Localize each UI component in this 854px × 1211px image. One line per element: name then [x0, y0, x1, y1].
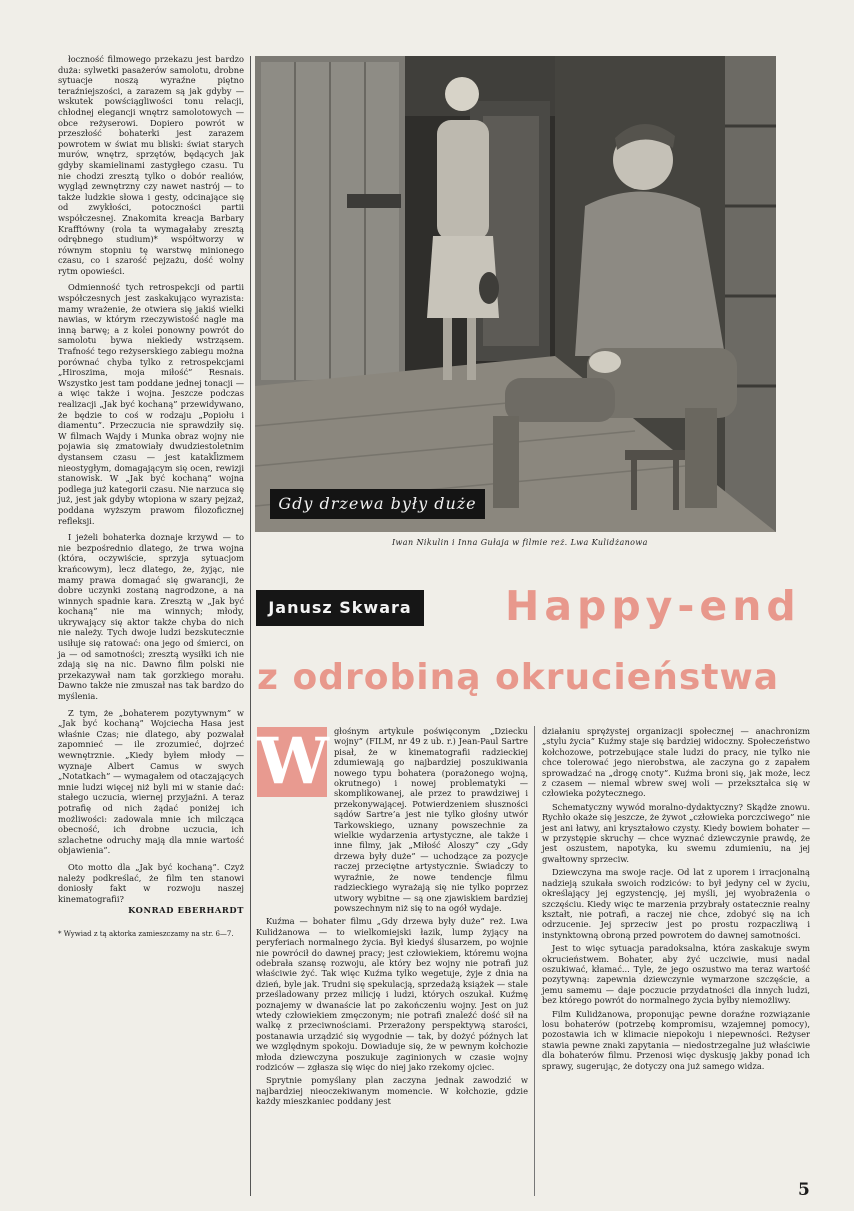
page-number: 5 — [798, 1180, 810, 1200]
article-column-divider — [534, 726, 535, 1196]
review-paragraph: Oto motto dla „Jak być kochaną”. Czyż należy podkreślać, że film ten stanowi doniosły fakt w rozwoju naszej kinematografii? — [58, 861, 244, 904]
film-still-photo — [255, 56, 776, 532]
photo-title-ribbon: Gdy drzewa były duże — [270, 489, 485, 519]
review-signature: KONRAD EBERHARDT — [128, 905, 244, 916]
article-paragraph: głośnym artykule poświęconym „Dziecku wojny” (FILM, nr 49 z ub. r.) Jean-Paul Sartre pisał, że w kinematografii radzieckiej zdumiewają go najbardziej poszukiwania nowego typu bohatera (porażonego wojną, okrutnego) i nowej problematyki — skomplikowanej, ale przez to prawdziwej i przekonywającej. Potwierdzeniem słuszności sądów Sartre’a jest nie tylko głośny utwór Tarkowskiego, uznany powszechnie za wielkie wydarzenia artystyczne, ale także i inne filmy, jak „Miłość Aloszy” czy „Gdy drzewa były duże” — uchodzące za pozycje raczej przeciętne artystycznie. Świadczy to wyraźnie, że nowe tendencje filmu radzieckiego wyrażają się nie tylko poprzez utwory wybitne — są one zjawiskiem bardziej powszechnym niż się to na ogół wydaje. — [334, 726, 528, 913]
author-name: Janusz Skwara — [256, 590, 424, 626]
article-paragraph: Kuźma — bohater filmu „Gdy drzewa były duże” reż. Lwa Kulidżanowa — to wielkomiejski łazik, lump żyjący na peryferiach normalnego życia. Był kiedyś ślusarzem, po wojnie nie powrócił do dawnej pracy; jest człowiekiem, któremu wojna odebrała szansę rozwoju, ale który bez wojny nie potrafi już właściwie żyć. Tak więc Kuźma tylko wegetuje, żyje z dnia na dzień, byle jak. Trudni się spekulacją, sprzedażą książek — stale prześladowany przez milicję i ludzi, których oszukał. Kuźmę poznajemy w dwanaście lat po zakończeniu wojny. Jest on już wtedy człowiekiem zmęczonym; nie potrafi znaleźć dość sił na walkę z przeciwnościami. Przerażony perspektywą starości, postanawia urządzić się wygodnie — tak, by dożyć późnych lat we względnym spokoju. Dowiaduje się, że w pewnym kołchozie młoda dziewczyna poszukuje zaginionych w czasie wojny rodziców — zgłasza się więc do niej jako rzekomy ojciec. — [256, 916, 528, 1072]
review-paragraph: łoczność filmowego przekazu jest bardzo duża: sylwetki pasażerów samolotu, drobne sytuacje noszą wyraźne piętno teraźniejszości, a zarazem są jak gdyby — wskutek powściągliwości tonu relacji, chłodnej elegancji wnętrz samolotowych — obce reżyserowi. Dopiero powrót w przeszłość bohaterki jest zarazem powrotem w świat mu bliski: świat starych murów, wnętrz, sprzętów, będących jak gdyby skamielinami zastygłego czasu. Tu nie chodzi zresztą tylko o dobór realiów, wygląd zewnętrzny czy nawet nastrój — to także ludzkie słowa i gesty, odcinające się od zwykłości, potoczności partii współczesnej. Znakomita kreacja Barbary Krafftówny (rola ta wymagałaby zresztą odrębnego studium)* współtworzy w równym stopniu tę warstwę minionego czasu, co i szarość pejzażu, dość wolny rytm opowieści. — [58, 54, 244, 276]
article-column-2 — [542, 726, 810, 1071]
article-column-1 — [256, 726, 528, 1107]
article-subtitle: z odrobiną okrucieństwa — [257, 657, 780, 698]
article-paragraph: Jest to więc sytuacja paradoksalna, która zaskakuje swym okrucieństwem. Bohater, aby żyć uczciwie, musi nadal oszukiwać, kłamać... Tyle, że jego oszustwo ma teraz wartość pozytywną: zapewnia dziewczynie wymarzone szczęście, a jemu samemu — daje poczucie przydatności dla innych ludzi, bez którego powrót do normalnego życia byłby niemożliwy. — [542, 943, 810, 1006]
film-still-illustration — [255, 56, 776, 532]
article-title: Happy-end — [505, 582, 801, 630]
review-column — [58, 54, 244, 938]
article-paragraph: Schematyczny wywód moralno-dydaktyczny? Skądże znowu. Rychło okaże się jeszcze, że żywot „człowieka porczciwego” nie jest ani łatwy, ani kryształowo czysty. Kiedy bowiem bohater — w przystępie skruchy — chce wyznać dziewczynie prawdę, że jest oszustem, napotyka, ku swemu zdumieniu, na jej gwałtowny sprzeciw. — [542, 801, 810, 864]
review-paragraph: I jeżeli bohaterka doznaje krzywd — to nie bezpośrednio dlatego, że trwa wojna (która, oczywiście, sprzyja sytuacjom krańcowym), lecz dlatego, że, żyjąc, nie mamy prawa domagać się gwarancji, że dobre uczynki zostaną nagrodzone, a na winnych spadnie kara. Zresztą w „Jak być kochaną” nie ma winnych; młody, ukrywający się aktor także chyba do nich nie należy. Tych dwoje ludzi bezskutecznie usiłuje się ratować: ona jego od śmierci, on ja — od samotności; zresztą wysiłki ich nie zdają się na nic. Dawno film polski nie przekazywał nam tak gorzkiego morału. Dawno także nie zmuszał nas tak bardzo do myślenia. — [58, 532, 244, 702]
review-footnote: * Wywiad z tą aktorka zamieszczamy na str. 6—7. — [58, 929, 234, 938]
article-paragraph: działaniu sprężystej organizacji społecznej — anachronizm „stylu życia” Kuźmy staje się bardziej widoczny. Społeczeństwo kołchozowe, potrzebujące stale ludzi do pracy, nie tylko nie chce tolerować jego nierobstwa, ale zaczyna go z zapałem sprowadzać na „drogę cnoty”. Kuźma broni się, jak może, lecz z czasem — niemal wbrew swej woli — przekształca się w człowieka pożytecznego. — [542, 726, 810, 799]
column-divider — [250, 56, 251, 1196]
review-paragraph: Odmienność tych retrospekcji od partii współczesnych jest zaskakująco wyrazista: mamy wrażenie, że otwiera się jakiś wielki nawias, w którym rzeczywistość nagle ma inną barwę; a z kolei ponowny powrót do samolotu bywa niekiedy wstrząsem. Trafność tego reżyserskiego zabiegu można porównać chyba tylko z retrospekcjami „Hiroszima, moja miłość” Resnais. Wszystko jest tam poddane jednej tonacji — a więc także i wojna. Jeszcze podczas realizacji „Jak być kochaną” przewidywano, że będzie to coś w rodzaju „Popiołu i diamentu”. Przeczucia nie sprawdziły się. W filmach Wajdy i Munka obraz wojny nie pojawia się zmatowiały dwudziestoletnim dystansem czasu — jest katakl̈izmem nieostygłym, domagającym się ocen, rewizji stanowisk. W „Jak być kochaną” wojna podlega już kategorii czasu. Nie narzuca się już, jest jak gdyby wtopiona w szary pejzaż, poddana wyższym prawom filozoficznej refleksji. — [58, 282, 244, 526]
drop-cap: W — [257, 724, 329, 799]
article-paragraph: Dziewczyna ma swoje racje. Od lat z uporem i irracjonalną nadzieją szukała swoich rodziców: to był jedyny cel w życiu, określający jej egzystencję, jej myśli, jej wyobrażenia o szczęściu. Kiedy więc te marzenia przybrały ostatecznie realny kształt, nie potrafi, a raczej nie chce, zdobyć się na ich odrzucenie. Jej sprzeciw jest po prostu rozpaczliwą i instynktowną obroną przed powrotem do dawnej samotności. — [542, 867, 810, 940]
review-paragraph: Z tym, że „bohaterem pozytywnym” w „Jak być kochaną” Wojciecha Hasa jest właśnie Czas; nie dlatego, aby pozwalał zapomnieć — ile zrozumieć, dojrzeć wewnętrznie. „Kiedy byłem młody — wyznaje Albert Camus w swych „Notatkach” — wymagałem od otaczających mnie ludzi więcej niż byli mi w stanie dać: stałego uczucia, wiernej przyjaźni. A teraz potrafię od nich żądać poniżej ich możliwości: zadowala mnie ich milcząca obecność, ich drobne uczucia, ich szlachetne odruchy mają dla mnie wartość objawienia”. — [58, 707, 244, 856]
photo-caption: Iwan Nikulin i Inna Gułaja w filmie reż. Lwa Kulidżanowa — [392, 538, 648, 547]
article-paragraph: Film Kulidżanowa, proponując pewne doraźne rozwiązanie losu bohaterów (potrzebę kompromisu, wzajemnej pomocy), pozostawia ich w klimacie niepokoju i niepewności. Reżyser stawia pewne znaki zapytania — niedostrzegalne już właściwie dla bohaterów filmu. Przenosi więc dyskusję jakby ponad ich sprawy, sugerując, że dotyczy ona już samego widza. — [542, 1008, 810, 1071]
article-paragraph: Sprytnie pomyślany plan zaczyna jednak zawodzić w najbardziej nieoczekiwanym momencie. W kołchozie, gdzie każdy mieszkaniec poddany jest — [256, 1075, 528, 1107]
